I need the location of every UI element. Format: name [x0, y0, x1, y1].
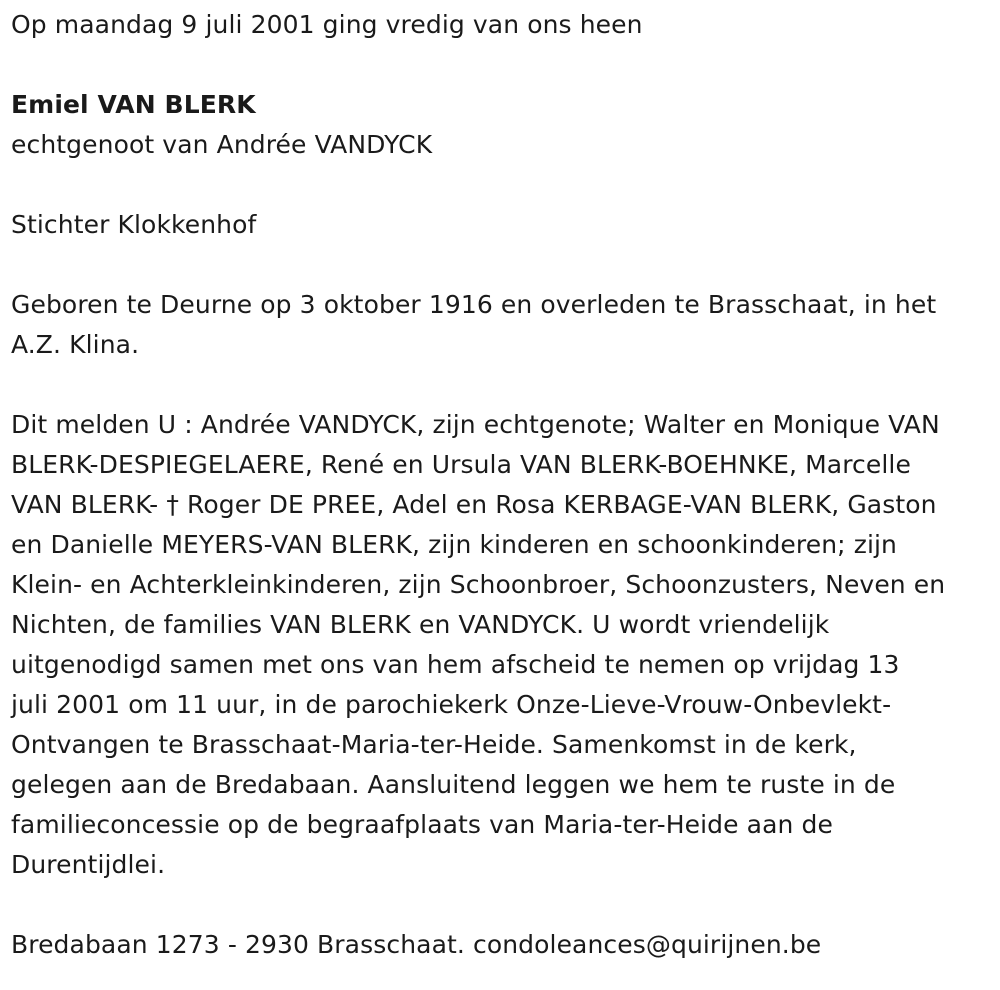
address-text: Bredabaan 1273 - 2930 Brasschaat. — [11, 930, 465, 959]
announcement-line: BLERK-DESPIEGELAERE, René en Ursula VAN BLERK-BOEHNKE, Marcelle — [11, 450, 911, 479]
announcement-line: Ontvangen te Brasschaat-Maria-ter-Heide. Samenkomst in de kerk, — [11, 730, 857, 759]
announcement-line: uitgenodigd samen met ons van hem afscheid te nemen op vrijdag 13 — [11, 650, 900, 679]
announcement-line: VAN BLERK- † Roger DE PREE, Adel en Rosa KERBAGE-VAN BLERK, Gaston — [11, 490, 937, 519]
birth-line: A.Z. Klina. — [11, 330, 140, 359]
email-link[interactable]: condoleances@quirijnen.be — [472, 930, 822, 959]
intro-line: Op maandag 9 juli 2001 ging vredig van ons heen — [11, 10, 643, 39]
birth-paragraph — [11, 285, 996, 365]
spacer — [11, 45, 996, 85]
deceased-name: Emiel VAN BLERK — [11, 90, 256, 119]
spacer — [11, 165, 996, 205]
contact-line — [11, 925, 996, 965]
announcement-line: en Danielle MEYERS-VAN BLERK, zijn kinderen en schoonkinderen; zijn — [11, 530, 897, 559]
spacer — [11, 365, 996, 405]
spacer — [11, 885, 996, 925]
announcement-line: familieconcessie op de begraafplaats van Maria-ter-Heide aan de — [11, 810, 833, 839]
spouse-line: echtgenoot van Andrée VANDYCK — [11, 130, 433, 159]
announcement-line: Durentijdlei. — [11, 850, 166, 879]
title-line: Stichter Klokkenhof — [11, 210, 257, 239]
announcement-line: Klein- en Achterkleinkinderen, zijn Schoonbroer, Schoonzusters, Neven en — [11, 570, 946, 599]
spacer — [11, 245, 996, 285]
obituary-notice — [11, 0, 996, 965]
announcement-line: Dit melden U : Andrée VANDYCK, zijn echtgenote; Walter en Monique VAN — [11, 410, 940, 439]
announcement-paragraph — [11, 405, 996, 885]
announcement-line: Nichten, de families VAN BLERK en VANDYCK. U wordt vriendelijk — [11, 610, 830, 639]
announcement-line: gelegen aan de Bredabaan. Aansluitend leggen we hem te ruste in de — [11, 770, 896, 799]
announcement-line: juli 2001 om 11 uur, in de parochiekerk Onze-Lieve-Vrouw-Onbevlekt- — [11, 690, 892, 719]
birth-line: Geboren te Deurne op 3 oktober 1916 en overleden te Brasschaat, in het — [11, 290, 937, 319]
